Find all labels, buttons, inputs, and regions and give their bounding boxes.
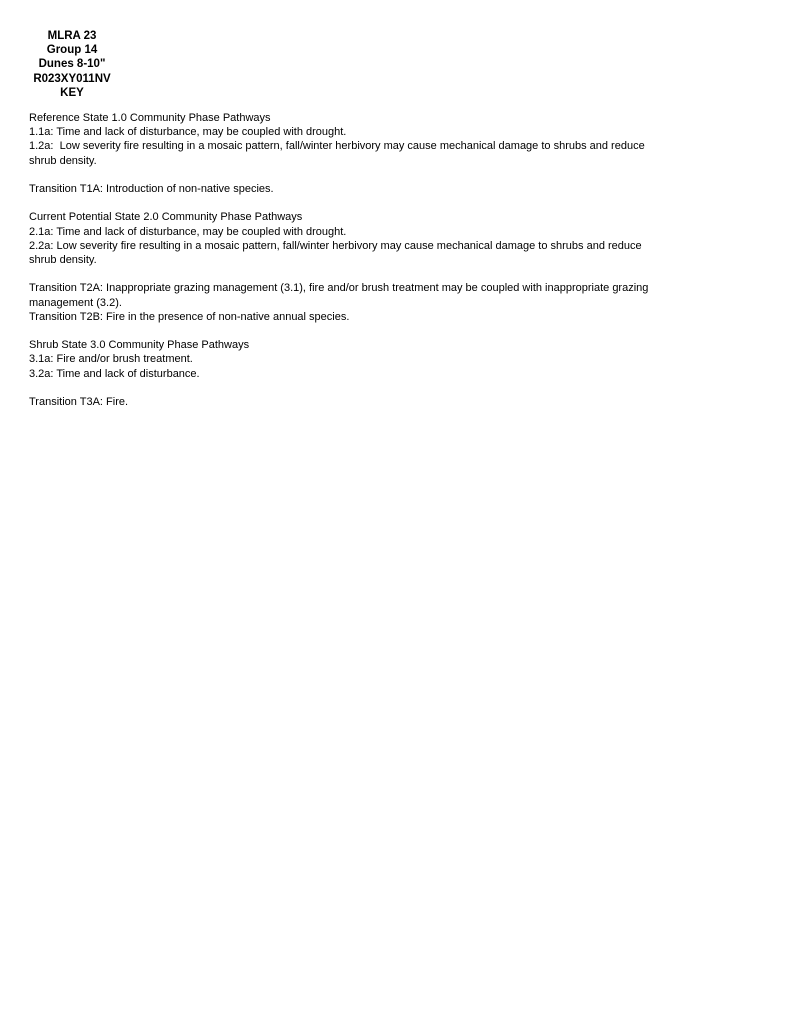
section-reference-state (29, 111, 669, 168)
section-transition-t1 (29, 182, 669, 196)
transition-t3a: Transition T3A: Fire. (29, 395, 129, 408)
header-line-site-id: R023XY011NV (33, 72, 111, 85)
pathway-3-1a: 3.1a: Fire and/or brush treatment. (29, 353, 193, 366)
transition-t2a: Transition T2A: Inappropriate grazing management (3.1), fire and/or brush treatment may be coupled with inappropriate grazing management (3.2). (29, 282, 652, 309)
pathway-3-2a: 3.2a: Time and lack of disturbance. (29, 367, 200, 380)
document-header (22, 29, 122, 100)
document-body (29, 111, 669, 423)
pathway-1-2a: 1.2a: Low severity fire resulting in a mosaic pattern, fall/winter herbivory may cause mechanical damage to shrubs and reduce shrub density. (29, 140, 648, 167)
header-line-group: Group 14 (46, 44, 98, 57)
section-current-potential-state (29, 210, 669, 267)
header-line-site-name: Dunes 8-10" (38, 58, 106, 71)
transition-t2b: Transition T2B: Fire in the presence of non-native annual species. (29, 310, 350, 323)
header-line-mlra: MLRA 23 (47, 30, 97, 42)
pathway-2-2a: 2.2a: Low severity fire resulting in a mosaic pattern, fall/winter herbivory may cause mechanical damage to shrubs and reduce shrub density. (29, 239, 645, 266)
header-line-key: KEY (60, 86, 84, 99)
section-shrub-state (29, 338, 669, 381)
pathway-1-1a: 1.1a: Time and lack of disturbance, may be coupled with drought. (29, 126, 347, 139)
section-heading: Reference State 1.0 Community Phase Pathways (29, 112, 271, 124)
section-heading: Shrub State 3.0 Community Phase Pathways (29, 339, 250, 352)
transition-t1a: Transition T1A: Introduction of non-native species. (29, 183, 274, 195)
pathway-2-1a: 2.1a: Time and lack of disturbance, may be coupled with drought. (29, 225, 347, 238)
section-transition-t2 (29, 281, 669, 324)
section-transition-t3 (29, 395, 669, 409)
section-heading: Current Potential State 2.0 Community Phase Pathways (29, 211, 303, 224)
